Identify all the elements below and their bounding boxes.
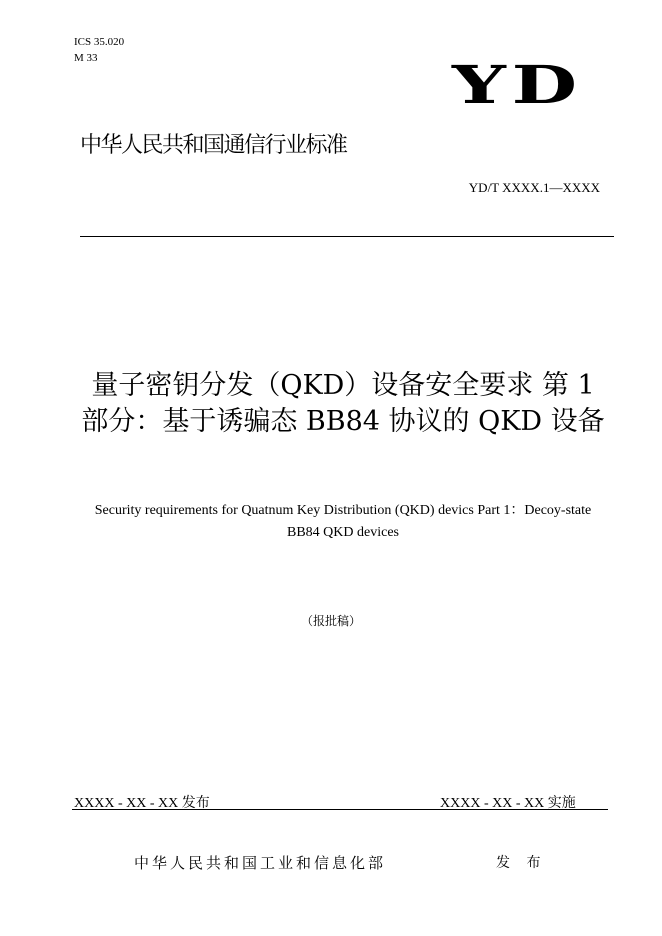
issue-label: 发 布 — [496, 855, 547, 871]
standard-code: YD/T XXXX.1—XXXX — [468, 180, 600, 195]
document-title-cn: 量子密钥分发（QKD）设备安全要求 第 1 部分：基于诱骗态 BB84 协议的 QKD 设备 — [81, 370, 605, 437]
implement-date: XXXX - XX - XX 实施 — [440, 796, 576, 811]
issuing-organization: 中华人民共和国工业和信息化部 — [134, 854, 387, 872]
classification-code: M 33 — [74, 52, 98, 64]
footer-divider — [72, 809, 608, 810]
document-title-en: Security requirements for Quatnum Key Distribution (QKD) devics Part 1：Decoy-state BB84 QKD devices — [94, 503, 592, 540]
ics-code: ICS 35.020 — [74, 36, 125, 48]
draft-status: （报批稿） — [300, 614, 361, 628]
publish-date: XXXX - XX - XX 发布 — [74, 796, 210, 811]
ics-block — [74, 34, 124, 66]
yd-logo: YD — [452, 55, 583, 116]
standard-organization: 中华人民共和国通信行业标准 — [80, 133, 347, 158]
header-divider — [80, 236, 614, 237]
